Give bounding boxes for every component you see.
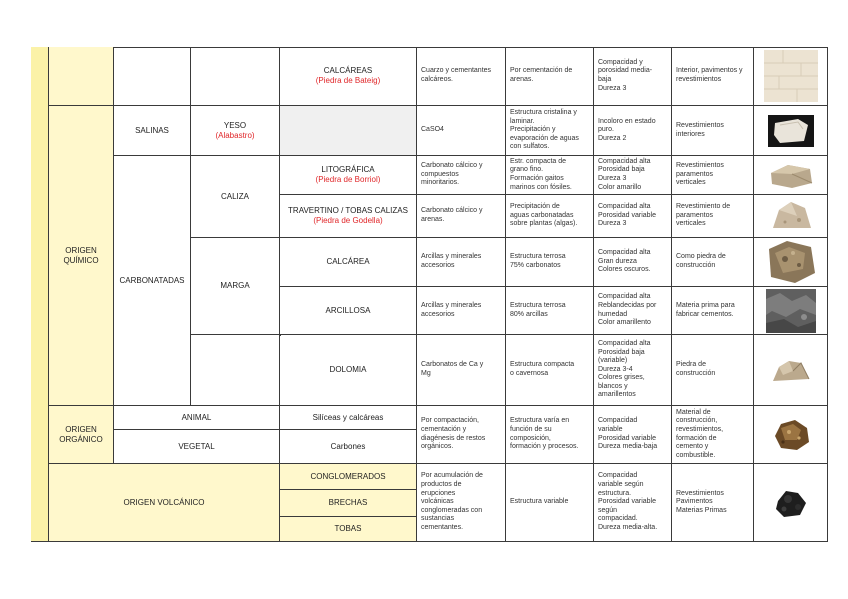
text-line: 80% arcillas	[510, 310, 548, 318]
stone-photo-calcareas	[754, 47, 828, 106]
rock-name-yeso: YESO (Alabastro)	[191, 106, 280, 156]
text-line: formación de	[676, 434, 717, 442]
text-line: paramentos	[676, 170, 713, 178]
properties-calcareas	[594, 47, 672, 106]
text-line: Carbonato cálcico y	[421, 162, 483, 170]
structure-volcanico: Estructura variable	[506, 464, 594, 542]
organic-animal: ANIMAL	[114, 406, 280, 430]
text-line: revestimientos,	[676, 425, 724, 433]
text-line: Dureza 3	[598, 84, 627, 92]
text-line: Colores oscuros.	[598, 266, 651, 274]
uses-marga-arcillosa	[672, 287, 754, 335]
uses-marga-calcarea	[672, 238, 754, 287]
subgroup-carbonatadas: CARBONATADAS	[114, 156, 191, 406]
text-line: variable según	[598, 481, 644, 489]
text-line: o cavernosa	[510, 370, 549, 377]
text-line: humedad	[598, 310, 628, 318]
text-line: QUÍMICO	[63, 255, 99, 265]
formation-organico	[417, 406, 506, 464]
text-line: Dureza media-alta.	[598, 523, 658, 531]
organic-vegetal: VEGETAL	[114, 430, 280, 464]
text-line: fabricar cementos.	[676, 310, 734, 318]
text-line: Precipitación de	[510, 203, 560, 211]
uses-volcanico	[672, 464, 754, 542]
text-line: (variable)	[598, 357, 628, 365]
text-line: ORIGEN	[65, 424, 97, 434]
text-line: estructura.	[598, 489, 632, 497]
text-line: Porosidad variable	[598, 498, 656, 506]
composition-calcareas: Cuarzo y cementantes calcáreos.	[417, 47, 506, 106]
text-line: Estr. compacta de	[510, 157, 567, 165]
composition-litografica	[417, 156, 506, 195]
text-line: Estructura varía en	[510, 417, 570, 425]
formation-yeso	[506, 106, 594, 156]
text-line: Porosidad baja	[598, 348, 645, 356]
uses-yeso: Revestimientos interiores	[672, 106, 754, 156]
rock-name-litografica: LITOGRÁFICA (Piedra de Borriol)	[280, 156, 417, 195]
text-line: verticales	[676, 179, 706, 187]
stone-photo-yeso	[754, 106, 828, 156]
text-line: Porosidad baja	[598, 166, 645, 174]
origin-volcanico: ORIGEN VOLCÁNICO	[49, 464, 280, 542]
text-line: aguas carbonatadas	[510, 211, 574, 219]
uses-travertino	[672, 195, 754, 238]
text-line: Estructura terrosa	[510, 253, 566, 261]
properties-yeso	[594, 106, 672, 156]
stone-photo-dolomia	[754, 335, 828, 406]
organic-vegetal-type: Carbones	[280, 430, 417, 464]
text-line: Revestimientos	[676, 162, 724, 170]
text-line: construcción	[676, 370, 716, 377]
side-strip	[31, 47, 49, 542]
text-line: Compacidad	[598, 472, 638, 480]
empty-grey-yeso	[280, 106, 417, 156]
text-line: cementación y	[421, 425, 467, 433]
rock-name-dolomia: DOLOMIA	[280, 335, 417, 406]
text-line: conglomeradas con	[421, 506, 483, 514]
text-line: con sulfatos.	[510, 143, 550, 151]
text-line: Precipitación y	[510, 126, 556, 134]
text-line: combustible.	[676, 451, 716, 459]
subgroup-cell-top	[114, 47, 191, 106]
text-line: Porosidad variable	[598, 211, 656, 219]
composition-yeso: CaSO4	[417, 106, 506, 156]
text-line: sustancias	[421, 515, 455, 523]
text-line: Estructura terrosa	[510, 301, 566, 309]
text-line: baja	[598, 76, 612, 83]
text-line: Mg	[421, 370, 431, 377]
text-line: función de su	[510, 425, 552, 433]
properties-volcanico	[594, 464, 672, 542]
text-line: Color amarillo	[598, 183, 642, 191]
text-line: cementantes.	[421, 523, 464, 531]
text-line: Materia prima para	[676, 301, 735, 309]
group-caliza: CALIZA	[191, 156, 280, 238]
composition-marga-calcarea	[417, 238, 506, 287]
text-line: Arcillas y minerales	[421, 301, 482, 309]
text-line: puro.	[598, 126, 614, 134]
formation-volcanico	[417, 464, 506, 542]
text-line: Por compactación,	[421, 417, 479, 425]
uses-organico	[672, 406, 754, 464]
text-line: Compacidad alta	[598, 293, 651, 301]
rock-name-marga-calcarea: CALCÁREA	[280, 238, 417, 287]
group-dolomia-empty	[191, 335, 280, 406]
composition-travertino	[417, 195, 506, 238]
stone-photo-marga-arcillosa	[754, 287, 828, 335]
stone-photo-litografica	[754, 156, 828, 195]
text-line: compacidad.	[598, 515, 638, 523]
text-line: erupciones	[421, 489, 456, 497]
volcanic-type-tobas: TOBAS	[280, 517, 417, 542]
group-cell-top	[191, 47, 280, 106]
text-line: Dureza 3	[598, 220, 627, 228]
text-line: arenas.	[421, 216, 445, 223]
properties-marga-arcillosa	[594, 287, 672, 335]
text-line: Como piedra de	[676, 253, 726, 261]
text-line: Compacidad y porosidad media-	[598, 58, 653, 75]
text-line: Color amarillento	[598, 319, 651, 327]
text-line: orgánicos.	[421, 443, 454, 451]
stone-photo-volcanico	[754, 464, 828, 542]
text-line: Estructura compacta	[510, 361, 575, 369]
text-line: Materias Primas	[676, 506, 727, 514]
rock-name-travertino: TRAVERTINO / TOBAS CALIZAS (Piedra de Godella)	[280, 195, 417, 238]
text-line: paramentos	[676, 211, 713, 219]
formation-litografica	[506, 156, 594, 195]
text-line: Material de	[676, 408, 711, 416]
text-line: productos de	[421, 481, 462, 489]
volcanic-type-brechas: BRECHAS	[280, 490, 417, 517]
group-marga: MARGA	[191, 238, 280, 335]
text-line: Pavimentos	[676, 498, 713, 506]
composition-marga-arcillosa	[417, 287, 506, 335]
text-line: Reblandecidas por	[598, 301, 657, 309]
rock-name-marga-arcillosa: ARCILLOSA	[280, 287, 417, 335]
text-line: Incoloro en estado	[598, 117, 656, 125]
formation-travertino	[506, 195, 594, 238]
text-line: Por acumulación de	[421, 472, 483, 480]
subgroup-salinas: SALINAS	[114, 106, 191, 156]
text-line: evaporación de aguas	[510, 134, 579, 142]
text-line: Revestimientos	[676, 489, 724, 497]
text-line: Compacidad alta	[598, 203, 651, 211]
text-line: Porosidad variable	[598, 434, 656, 442]
properties-litografica	[594, 156, 672, 195]
uses-litografica	[672, 156, 754, 195]
text-line: amarillentos	[598, 391, 636, 399]
text-line: sobre plantas (algas).	[510, 220, 578, 228]
text-line: diagénesis de restos	[421, 434, 486, 442]
text-line: Carbonatos de Ca y	[421, 361, 484, 369]
formation-dolomia	[506, 335, 594, 406]
formation-marga-calcarea	[506, 238, 594, 287]
text-line: Compacidad alta	[598, 339, 651, 347]
properties-dolomia	[594, 335, 672, 406]
stone-photo-marga-calcarea	[754, 238, 828, 287]
text-line: Carbonato cálcico y	[421, 207, 483, 215]
volcanic-type-conglomerados: CONGLOMERADOS	[280, 464, 417, 490]
text-line: accesorios	[421, 310, 455, 318]
text-line: Estructura cristalina y	[510, 109, 577, 117]
properties-organico	[594, 406, 672, 464]
text-line: construcción	[676, 262, 716, 269]
text-line: grano fino.	[510, 166, 544, 174]
origin-cell-top	[49, 47, 114, 106]
text-line: Piedra de	[676, 361, 706, 369]
text-line: minoritarios.	[421, 179, 460, 187]
stone-photo-organico	[754, 406, 828, 464]
text-line: ORGÁNICO	[59, 434, 103, 444]
text-line: Arcillas y minerales	[421, 253, 482, 261]
text-line: Dureza 2	[598, 134, 627, 142]
text-line: cemento y	[676, 443, 709, 451]
origin-organico	[49, 406, 114, 464]
text-line: Revestimiento de	[676, 203, 731, 211]
text-line: laminar.	[510, 117, 535, 125]
text-line: Dureza 3-4	[598, 365, 633, 373]
composition-dolomia	[417, 335, 506, 406]
text-line: volcánicas	[421, 498, 454, 506]
text-line: según	[598, 506, 618, 514]
properties-travertino	[594, 195, 672, 238]
text-line: Gran dureza	[598, 257, 637, 265]
stone-photo-travertino	[754, 195, 828, 238]
text-line: marinos con fósiles.	[510, 183, 572, 191]
text-line: compuestos	[421, 170, 459, 178]
text-line: Compacidad alta	[598, 157, 651, 165]
text-line: Compacidad alta	[598, 249, 651, 257]
text-line: Dureza media-baja	[598, 443, 658, 451]
formation-marga-arcillosa	[506, 287, 594, 335]
uses-calcareas: Interior, pavimentos y revestimientos	[672, 47, 754, 106]
text-line: Colores grises,	[598, 374, 645, 382]
text-line: construcción,	[676, 417, 718, 425]
text-line: blancos y	[598, 382, 628, 390]
uses-dolomia	[672, 335, 754, 406]
text-line: Formación gaitos	[510, 175, 564, 182]
text-line: 75% carbonatos	[510, 262, 561, 269]
text-line: Dureza 3	[598, 175, 627, 182]
text-line: composición,	[510, 434, 551, 442]
text-line: verticales	[676, 220, 706, 228]
text-line: ORIGEN	[65, 245, 97, 255]
rock-name-calcareas: CALCÁREAS (Piedra de Bateig)	[280, 47, 417, 106]
rock-classification-table	[31, 47, 828, 542]
text-line: formación y procesos.	[510, 443, 579, 451]
formation-calcareas: Por cementación de arenas.	[506, 47, 594, 106]
text-line: variable	[598, 425, 623, 433]
text-line: accesorios	[421, 262, 455, 269]
organic-animal-type: Silíceas y calcáreas	[280, 406, 417, 430]
structure-organico	[506, 406, 594, 464]
properties-marga-calcarea	[594, 238, 672, 287]
text-line: Compacidad	[598, 417, 638, 425]
origin-quimico	[49, 106, 114, 406]
